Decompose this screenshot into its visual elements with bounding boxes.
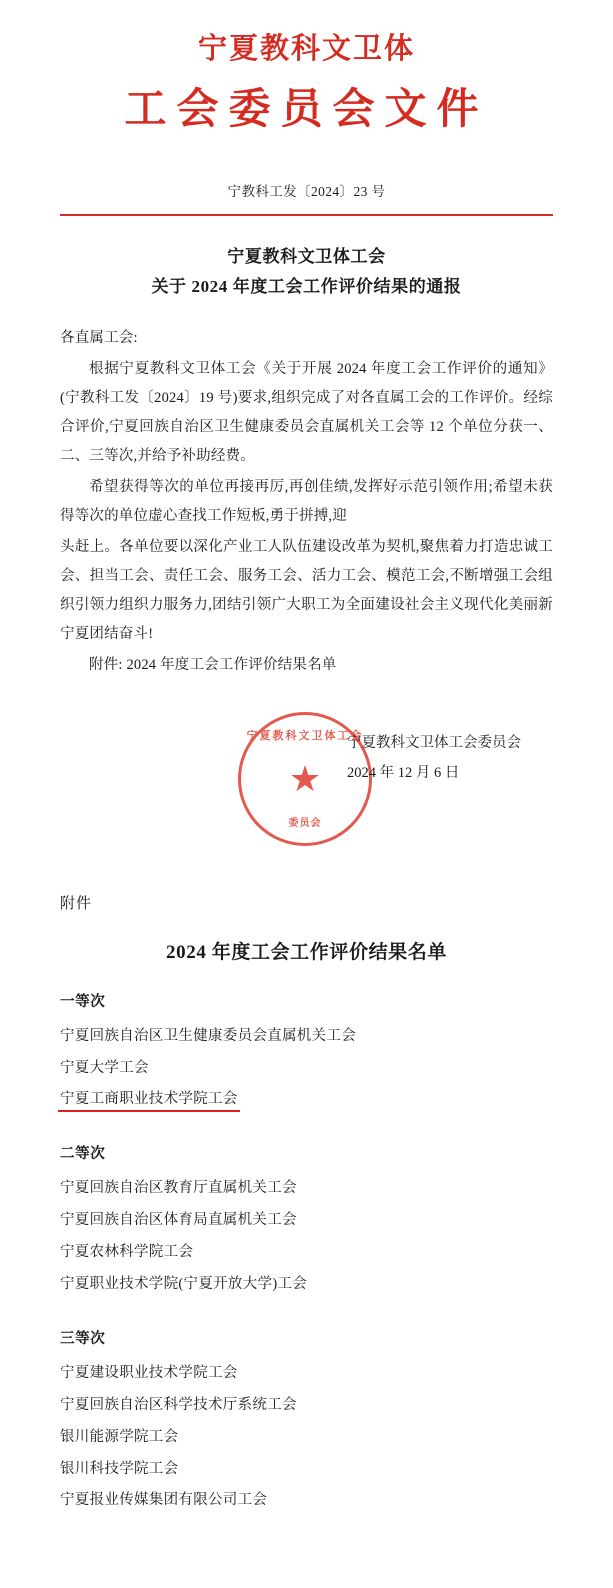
salutation: 各直属工会: — [60, 329, 138, 346]
body-paragraph-3: 头赶上。各单位要以深化产业工人队伍建设改革为契机,聚焦着力打造忠诚工会、担当工会、责任工会、服务工会、活力工会、模范工会,不断增强工会组织引领力组织力服务力,团结引领广大职工为全面建设社会主义现代化美丽新宁夏团结奋斗! — [60, 538, 553, 642]
page-title-line-1: 宁夏教科文卫体工会 — [227, 247, 386, 267]
list-item: 宁夏回族自治区体育局直属机关工会 — [60, 1212, 297, 1229]
list-item: 宁夏回族自治区教育厅直属机关工会 — [60, 1180, 297, 1197]
list-item: 宁夏农林科学院工会 — [60, 1244, 194, 1261]
list-item: 宁夏建设职业技术学院工会 — [60, 1364, 238, 1381]
list-item-highlighted: 宁夏工商职业技术学院工会 — [60, 1084, 238, 1116]
seal-top-text: 宁夏教科文卫体工会 — [246, 729, 364, 742]
list-item: 宁夏大学工会 — [60, 1059, 149, 1076]
list-item: 宁夏回族自治区科学技术厅系统工会 — [60, 1396, 297, 1413]
attachment-label: 附件 — [60, 895, 93, 912]
grade-heading: 三等次 — [60, 1330, 106, 1347]
seal-bottom-text: 委员会 — [288, 817, 322, 829]
masthead — [60, 0, 553, 134]
list-item: 银川能源学院工会 — [60, 1428, 179, 1445]
body-paragraph-1: 根据宁夏教科文卫体工会《关于开展 2024 年度工会工作评价的通知》(宁教科工发〔2024〕19 号)要求,组织完成了对各直属工会的工作评价。经综合评价,宁夏回族自治区卫生健康委员会直属机关工会等 12 个单位分获一、二、三等次,并给予补助经费。 — [60, 360, 553, 464]
grade-group-third — [60, 1327, 553, 1517]
masthead-line-2: 工会委员会文件 — [124, 86, 489, 133]
list-item: 宁夏回族自治区卫生健康委员会直属机关工会 — [60, 1027, 356, 1044]
page-title — [60, 242, 553, 302]
list-item: 银川科技学院工会 — [60, 1460, 179, 1477]
grade-heading: 一等次 — [60, 993, 106, 1010]
signature-lines — [347, 728, 521, 789]
page-title-line-2: 关于 2024 年度工会工作评价结果的通报 — [151, 276, 462, 296]
red-divider — [60, 214, 553, 216]
signing-date: 2024 年 12 月 6 日 — [347, 765, 460, 782]
grade-heading: 二等次 — [60, 1146, 106, 1163]
document-number: 宁教科工发〔2024〕23 号 — [227, 184, 386, 200]
masthead-line-1: 宁夏教科文卫体 — [197, 33, 415, 65]
attachment-title: 2024 年度工会工作评价结果名单 — [166, 941, 447, 963]
list-item: 宁夏报业传媒集团有限公司工会 — [60, 1492, 268, 1509]
document-body — [60, 324, 553, 680]
grade-group-second — [60, 1142, 553, 1301]
body-paragraph-2: 希望获得等次的单位再接再厉,再创佳绩,发挥好示范引领作用;希望未获得等次的单位虚心查找工作短板,勇于拼搏,迎 — [60, 478, 553, 524]
signature-block — [60, 706, 553, 856]
signing-organization: 宁夏教科文卫体工会委员会 — [347, 734, 521, 751]
star-icon: ★ — [288, 758, 322, 799]
attachment-note: 附件: 2024 年度工会工作评价结果名单 — [89, 656, 337, 673]
grade-group-first — [60, 990, 553, 1117]
list-item: 宁夏职业技术学院(宁夏开放大学)工会 — [60, 1276, 308, 1293]
